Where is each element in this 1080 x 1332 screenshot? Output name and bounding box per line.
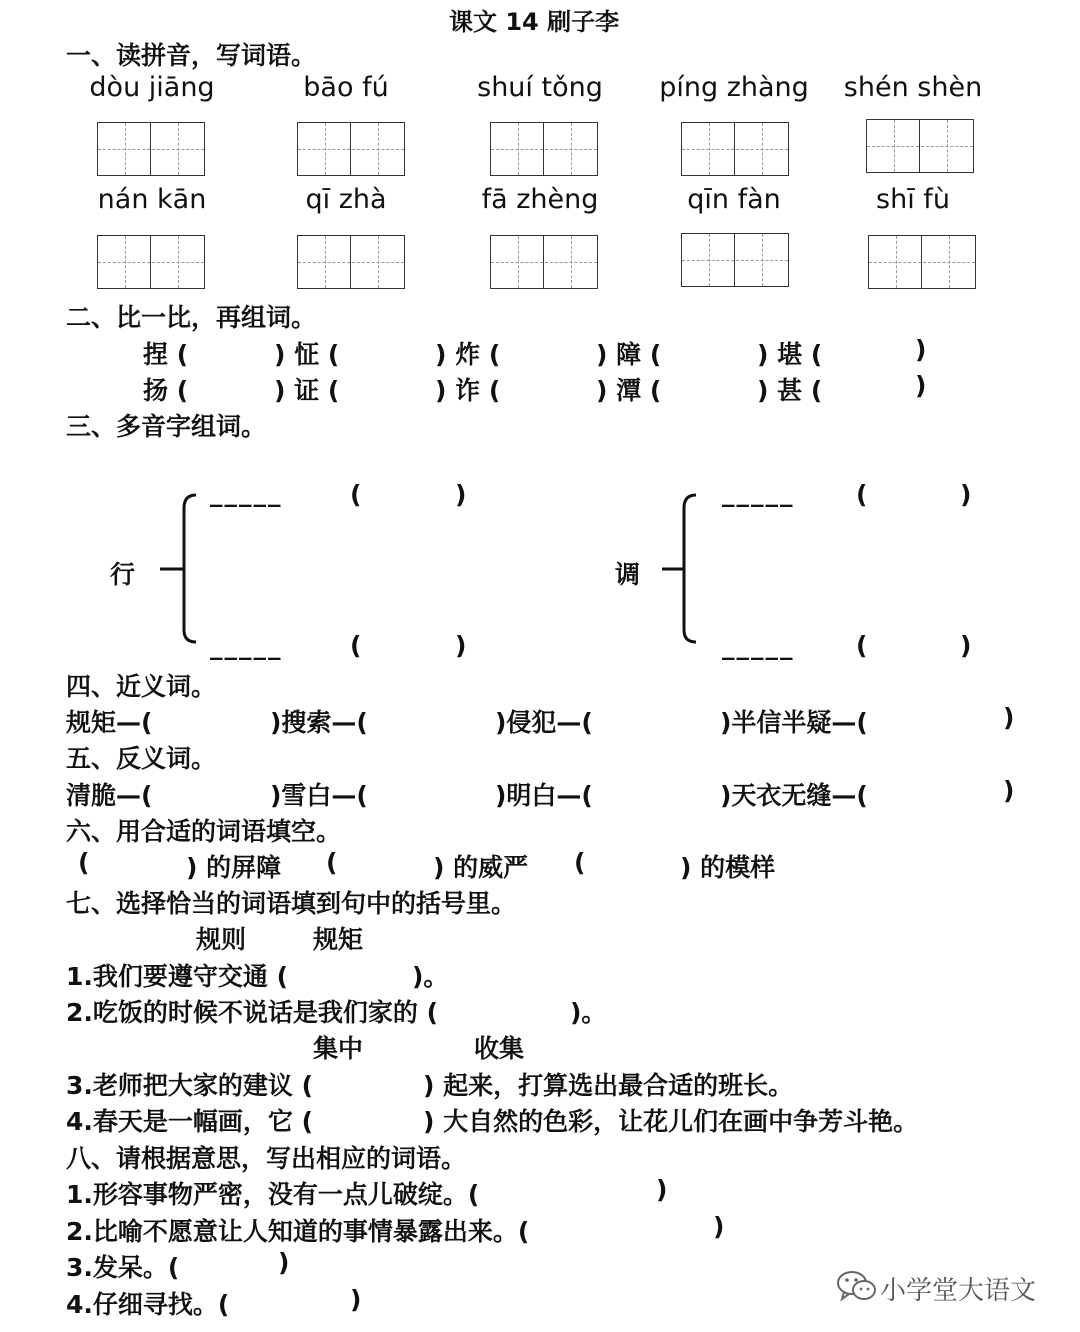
- paren-close: ): [960, 631, 972, 660]
- pinyin-label: fā zhèng: [481, 184, 599, 215]
- paren-close: ): [455, 631, 467, 660]
- section-1-heading: 一、读拼音，写词语。: [66, 41, 317, 70]
- question-1: 1.我们要遵守交通 (: [66, 962, 289, 991]
- blank-line[interactable]: _____: [210, 631, 283, 660]
- wechat-icon: [836, 1268, 878, 1304]
- pinyin-label: bāo fú: [303, 72, 389, 103]
- word-choice: 规矩: [313, 925, 364, 954]
- word-choice: 集中: [313, 1034, 364, 1063]
- compare-item: ) 证 (: [274, 376, 340, 405]
- blank-line[interactable]: _____: [722, 478, 795, 507]
- compare-item: 捏 (: [143, 340, 189, 369]
- paren-close: ): [278, 1248, 290, 1277]
- antonym-item: )明白—(: [495, 781, 593, 810]
- antonym-item: 清脆—(: [66, 781, 153, 810]
- definition-2: 2.比喻不愿意让人知道的事情暴露出来。(: [66, 1217, 530, 1246]
- section-4-heading: 四、近义词。: [66, 672, 217, 701]
- writing-grid[interactable]: [490, 235, 598, 289]
- antonym-item: )雪白—(: [270, 781, 368, 810]
- fill-item: ) 的屏障: [186, 853, 282, 882]
- question-3: 3.老师把大家的建议 (: [66, 1071, 314, 1100]
- paren-close: ): [455, 480, 467, 509]
- definition-3: 3.发呆。(: [66, 1253, 180, 1282]
- question-4-end: ) 大自然的色彩，让花儿们在画中争芳斗艳。: [423, 1107, 919, 1136]
- pinyin-label: píng zhàng: [659, 72, 809, 103]
- blank-line[interactable]: _____: [722, 631, 795, 660]
- question-4: 4.春天是一幅画，它 (: [66, 1107, 314, 1136]
- word-choice: 规则: [196, 925, 247, 954]
- blank-line[interactable]: _____: [210, 478, 283, 507]
- pinyin-label: dòu jiāng: [89, 72, 215, 103]
- section-8-heading: 八、请根据意思，写出相应的词语。: [66, 1144, 467, 1173]
- compare-item: ) 甚 (: [757, 376, 823, 405]
- paren-open: (: [350, 480, 362, 509]
- paren-close: ): [915, 371, 927, 400]
- definition-1: 1.形容事物严密，没有一点儿破绽。(: [66, 1180, 480, 1209]
- section-6-heading: 六、用合适的词语填空。: [66, 817, 342, 846]
- compare-item: ) 怔 (: [274, 340, 340, 369]
- paren-close: ): [1003, 703, 1015, 732]
- page-title: 课文 14 刷子李: [449, 8, 620, 36]
- section-5-heading: 五、反义词。: [66, 744, 217, 773]
- writing-grid[interactable]: [97, 235, 205, 289]
- word-choice: 收集: [474, 1034, 525, 1063]
- fill-item: ) 的威严: [433, 853, 529, 882]
- polyphone-char: 行: [110, 560, 136, 589]
- polyphone-brackets: [0, 460, 1080, 675]
- writing-grid[interactable]: [97, 122, 205, 176]
- pinyin-label: qīn fàn: [687, 184, 781, 215]
- writing-grid[interactable]: [681, 233, 789, 287]
- pinyin-label: shī fù: [876, 184, 950, 215]
- paren-open: (: [78, 848, 90, 877]
- question-2-end: )。: [570, 998, 607, 1027]
- synonym-item: 规矩—(: [66, 708, 153, 737]
- compare-item: ) 障 (: [596, 340, 662, 369]
- polyphone-char: 调: [615, 560, 641, 589]
- paren-open: (: [350, 631, 362, 660]
- compare-item: ) 堪 (: [757, 340, 823, 369]
- writing-grid[interactable]: [866, 119, 974, 173]
- definition-4: 4.仔细寻找。(: [66, 1290, 230, 1319]
- question-3-end: ) 起来，打算选出最合适的班长。: [423, 1071, 794, 1100]
- paren-open: (: [326, 848, 338, 877]
- section-3-heading: 三、多音字组词。: [66, 412, 267, 441]
- watermark-text: 小学堂大语文: [880, 1276, 1037, 1306]
- compare-item: ) 诈 (: [435, 376, 501, 405]
- section-7-heading: 七、选择恰当的词语填到句中的括号里。: [66, 889, 517, 918]
- writing-grid[interactable]: [297, 235, 405, 289]
- paren-close: ): [915, 335, 927, 364]
- question-1-end: )。: [412, 962, 449, 991]
- synonym-item: )半信半疑—(: [720, 708, 868, 737]
- pinyin-label: qī zhà: [305, 184, 387, 215]
- writing-grid[interactable]: [681, 122, 789, 176]
- pinyin-label: shén shèn: [843, 72, 983, 103]
- antonym-item: )天衣无缝—(: [720, 781, 868, 810]
- synonym-item: )侵犯—(: [495, 708, 593, 737]
- fill-item: ) 的模样: [680, 853, 776, 882]
- writing-grid[interactable]: [297, 122, 405, 176]
- pinyin-label: shuí tǒng: [477, 72, 603, 103]
- compare-item: ) 潭 (: [596, 376, 662, 405]
- paren-open: (: [856, 480, 868, 509]
- section-2-heading: 二、比一比，再组词。: [66, 303, 317, 332]
- writing-grid[interactable]: [868, 235, 976, 289]
- compare-item: 扬 (: [143, 376, 189, 405]
- paren-close: ): [1003, 776, 1015, 805]
- question-2: 2.吃饭的时候不说话是我们家的 (: [66, 998, 439, 1027]
- paren-close: ): [713, 1212, 725, 1241]
- synonym-item: )搜索—(: [270, 708, 368, 737]
- compare-item: ) 炸 (: [435, 340, 501, 369]
- paren-close: ): [960, 480, 972, 509]
- paren-open: (: [574, 848, 586, 877]
- paren-open: (: [856, 631, 868, 660]
- paren-close: ): [350, 1285, 362, 1314]
- pinyin-label: nán kān: [97, 184, 207, 215]
- paren-close: ): [656, 1175, 668, 1204]
- writing-grid[interactable]: [490, 122, 598, 176]
